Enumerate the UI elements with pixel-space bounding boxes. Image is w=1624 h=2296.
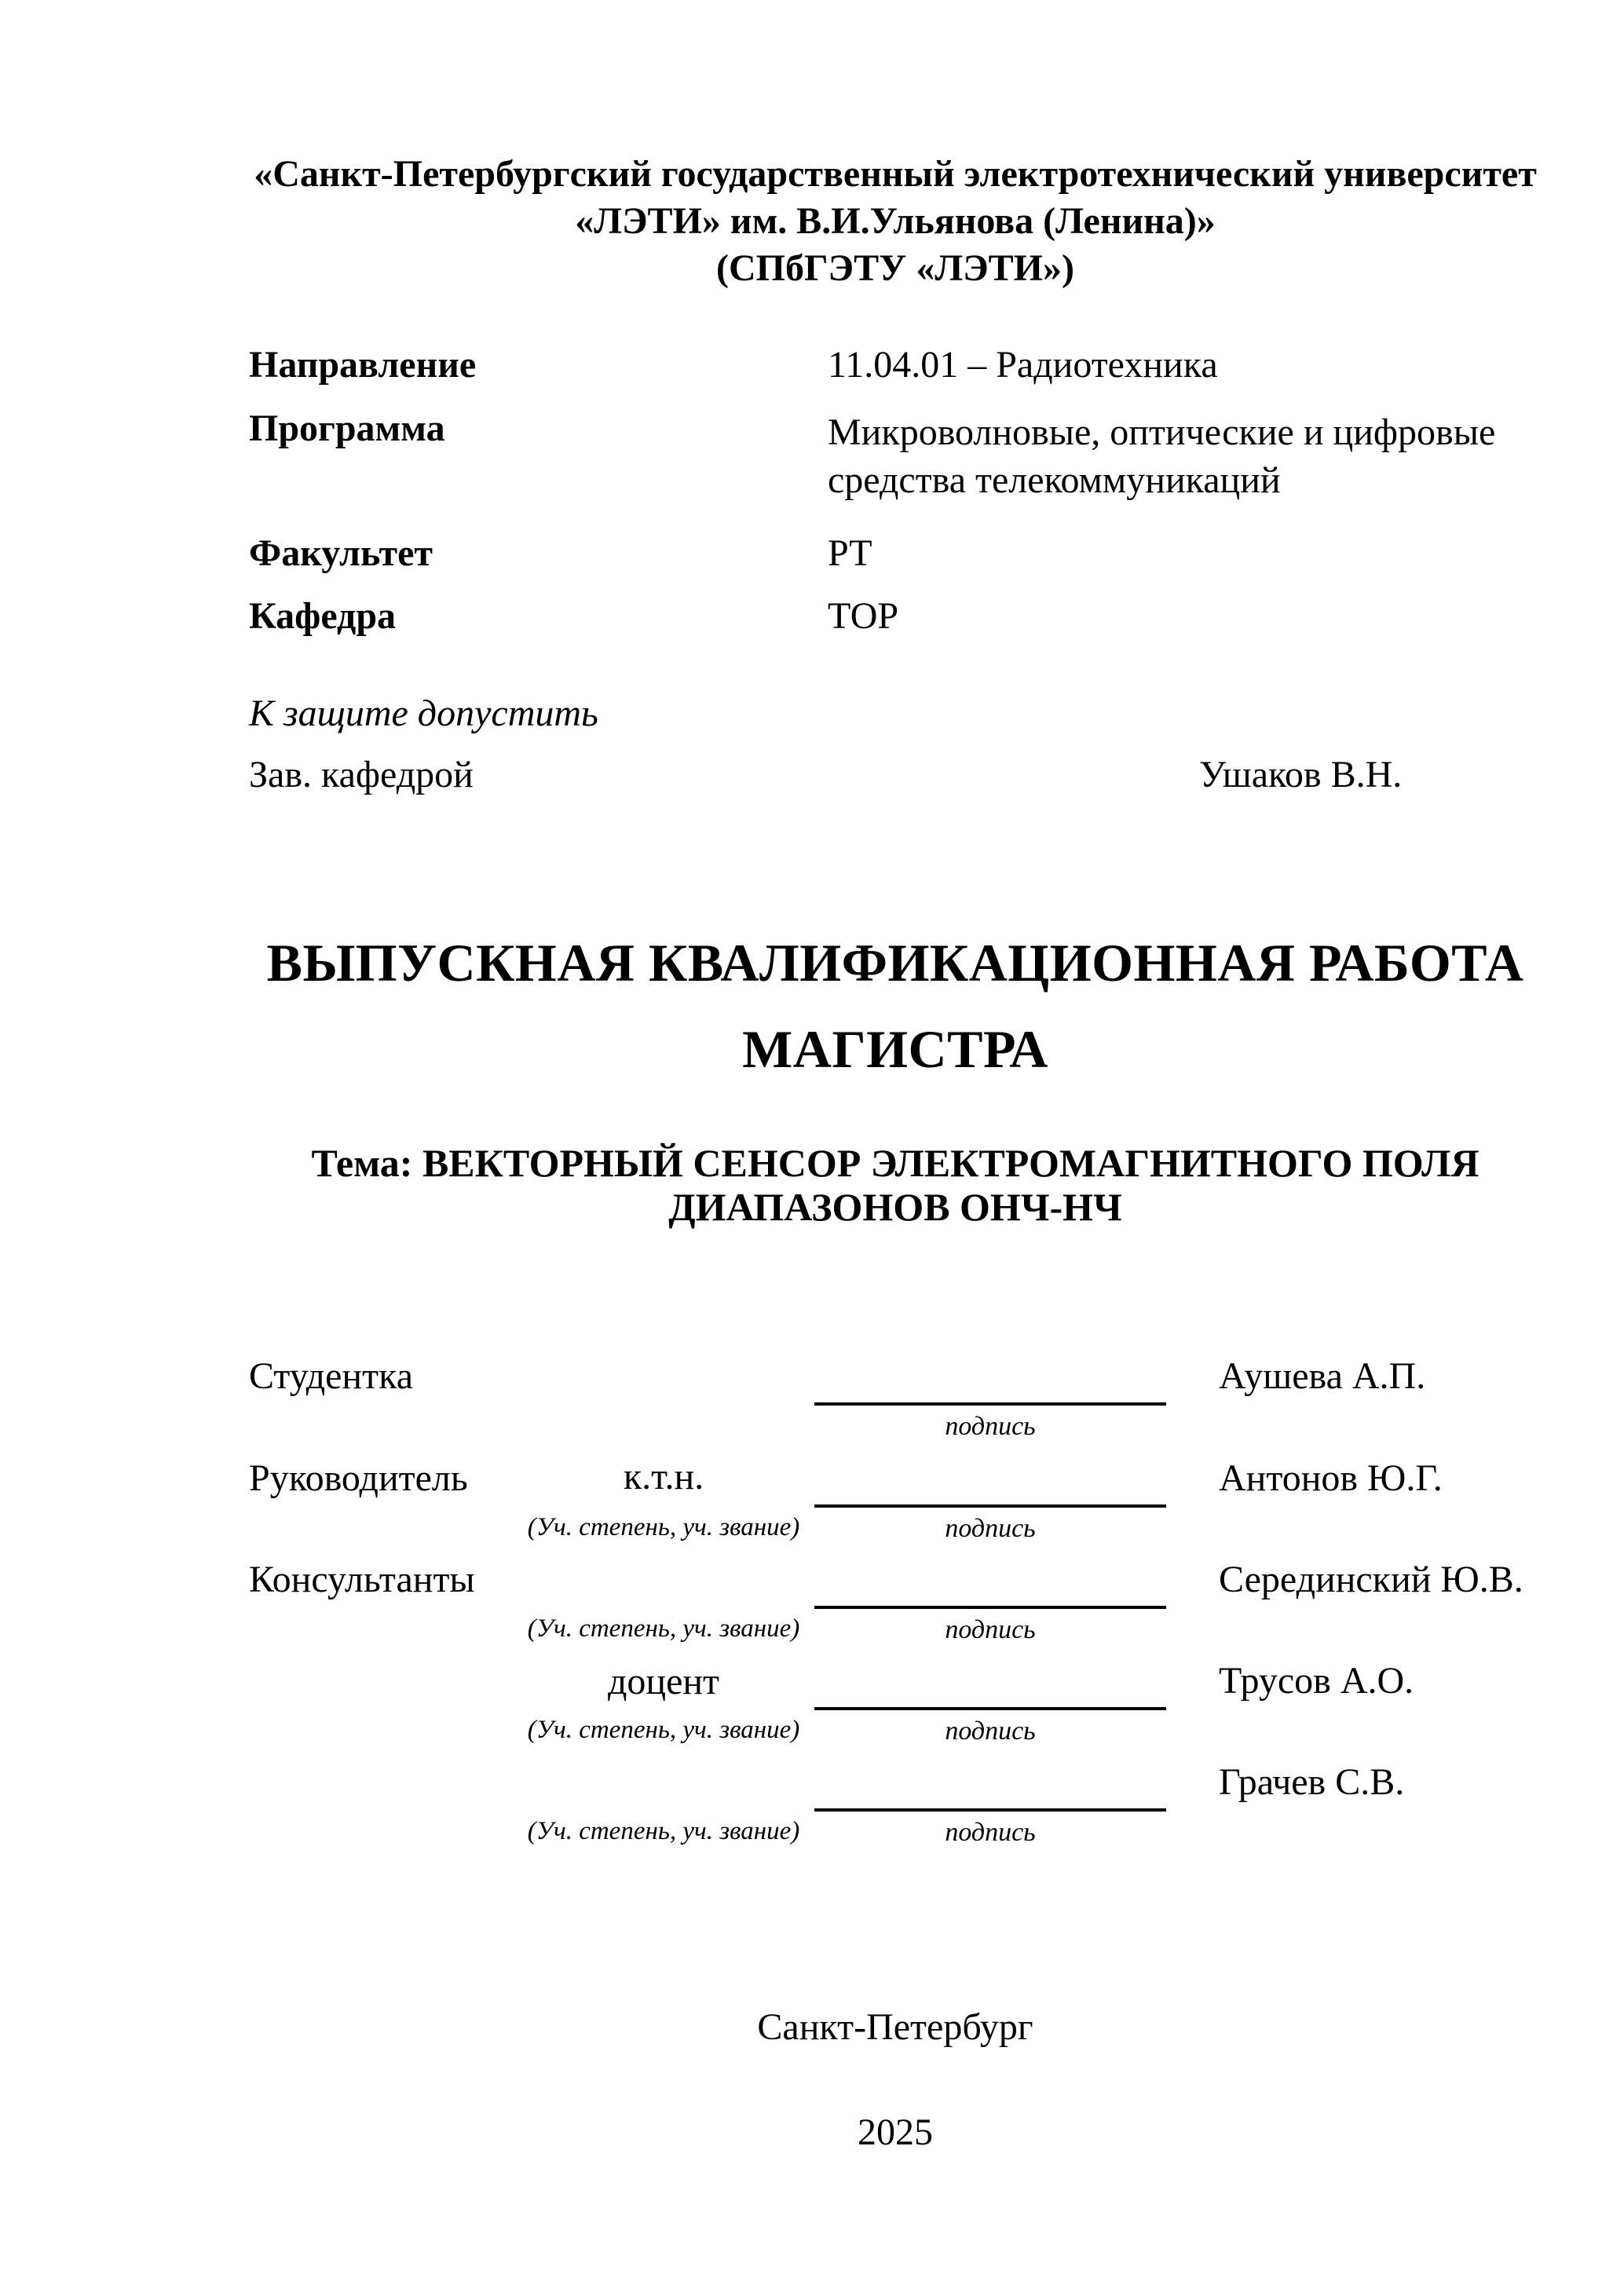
signature-role-student: Студентка	[249, 1355, 413, 1397]
university-header	[251, 151, 1539, 292]
department-value: ТОР	[828, 595, 899, 637]
faculty-label: Факультет	[249, 532, 433, 574]
topic-block	[251, 1141, 1539, 1229]
university-header-line-2: «ЛЭТИ» им. В.И.Ульянова (Ленина)»	[575, 200, 1216, 242]
signature-line-consultant-3	[814, 1808, 1166, 1812]
signature-caption-consultant-3: подпись	[945, 1818, 1036, 1847]
signature-role-consultants: Консультанты	[249, 1559, 475, 1600]
signature-name-consultant-2: Трусов А.О.	[1219, 1660, 1414, 1702]
signature-name-supervisor: Антонов Ю.Г.	[1219, 1457, 1443, 1499]
degree-caption-consultant-1: (Уч. степень, уч. звание)	[527, 1614, 800, 1643]
signature-caption-consultant-2: подпись	[945, 1717, 1036, 1746]
degree-caption-consultant-2: (Уч. степень, уч. звание)	[527, 1716, 800, 1744]
signature-degree-consultant-2: доцент	[607, 1661, 720, 1702]
degree-caption-supervisor: (Уч. степень, уч. звание)	[527, 1513, 800, 1541]
work-title-line-2: МАГИСТРА	[742, 1019, 1048, 1079]
topic-line-2: ДИАПАЗОНОВ ОНЧ-НЧ	[668, 1185, 1122, 1229]
work-title-line-1: ВЫПУСКНАЯ КВАЛИФИКАЦИОННАЯ РАБОТА	[266, 933, 1524, 993]
university-header-line-3: (СПбГЭТУ «ЛЭТИ»)	[716, 247, 1074, 289]
signature-name-consultant-1: Серединский Ю.В.	[1219, 1559, 1523, 1600]
faculty-value: РТ	[828, 532, 872, 574]
signature-degree-supervisor: к.т.н.	[623, 1456, 704, 1497]
head-of-department-name: Ушаков В.Н.	[1199, 754, 1403, 795]
topic-line-1: Тема: ВЕКТОРНЫЙ СЕНСОР ЭЛЕКТРОМАГНИТНОГО ПОЛЯ	[311, 1141, 1480, 1185]
signature-line-student	[814, 1402, 1166, 1406]
direction-value: 11.04.01 – Радиотехника	[828, 344, 1218, 386]
signature-line-supervisor	[814, 1504, 1166, 1508]
head-of-department-label: Зав. кафедрой	[249, 754, 474, 795]
signature-line-consultant-2	[814, 1707, 1166, 1710]
direction-label: Направление	[249, 344, 477, 386]
program-value: Микроволновые, оптические и цифровые средства телекоммуникаций	[828, 411, 1496, 501]
admission-phrase: К защите допустить	[249, 693, 598, 734]
signature-role-supervisor: Руководитель	[249, 1457, 468, 1499]
footer-year: 2025	[858, 2111, 933, 2153]
university-header-line-1: «Санкт-Петербургский государственный электротехнический университет	[254, 153, 1537, 195]
signature-name-consultant-3: Грачев С.В.	[1219, 1761, 1405, 1803]
program-label: Программа	[249, 408, 445, 449]
signature-line-consultant-1	[814, 1606, 1166, 1609]
footer-city: Санкт-Петербург	[757, 2006, 1033, 2048]
department-label: Кафедра	[249, 595, 397, 637]
signature-name-student: Аушева А.П.	[1219, 1355, 1426, 1397]
signature-caption-consultant-1: подпись	[945, 1615, 1036, 1644]
degree-caption-consultant-3: (Уч. степень, уч. звание)	[527, 1817, 800, 1845]
signature-caption-student: подпись	[945, 1412, 1036, 1441]
signature-caption-supervisor: подпись	[945, 1514, 1036, 1543]
